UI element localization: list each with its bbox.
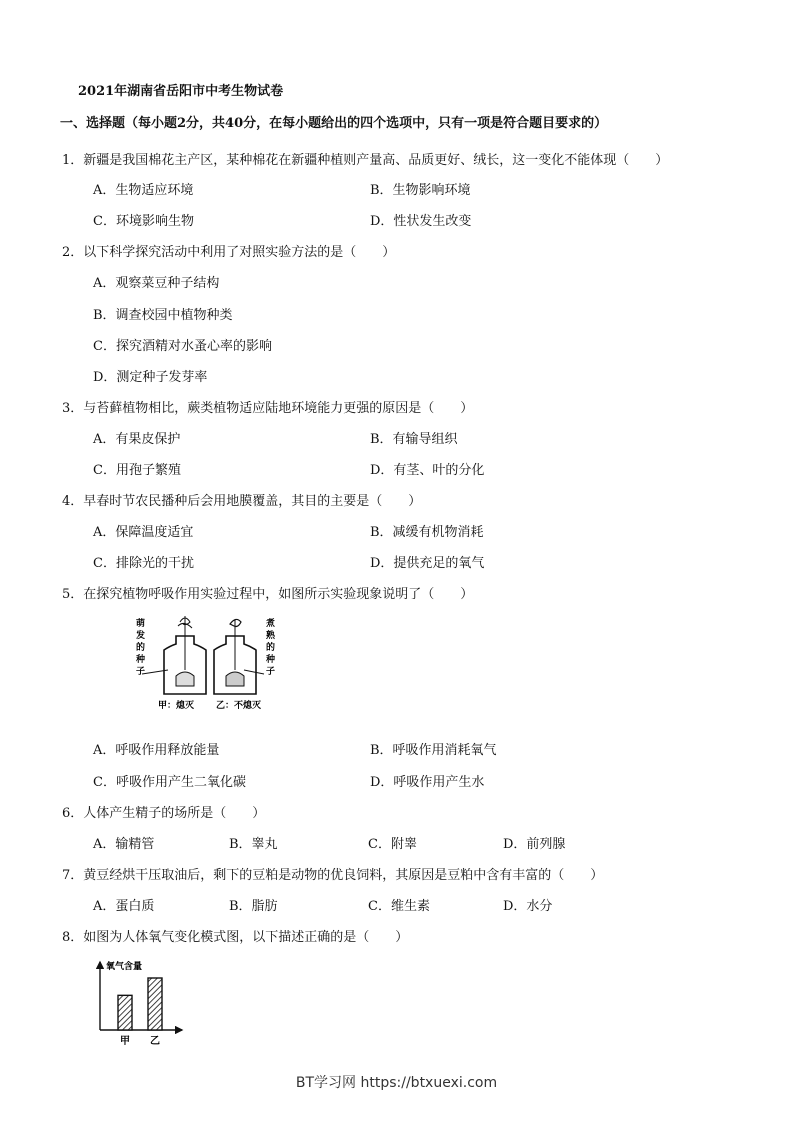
question-2-option-d[interactable]: D．测定种子发芽率 [93,370,208,385]
question-5-stem: 5．在探究植物呼吸作用实验过程中，如图所示实验现象说明了（ ） [62,587,474,602]
question-6-option-a[interactable]: A．输精管 [93,837,155,852]
question-4-stem: 4．早春时节农民播种后会用地膜覆盖，其目的主要是（ ） [62,494,422,509]
respiration-experiment-figure [128,612,280,712]
question-5-option-b[interactable]: B．呼吸作用消耗氧气 [370,743,497,758]
question-6-option-d[interactable]: D．前列腺 [503,837,566,852]
question-1-option-b[interactable]: B．生物影响环境 [370,183,471,198]
question-3-stem: 3．与苔藓植物相比，蕨类植物适应陆地环境能力更强的原因是（ ） [62,401,474,416]
question-5-option-d[interactable]: D．呼吸作用产生水 [370,775,485,790]
question-7-option-b[interactable]: B．脂肪 [229,899,278,914]
oxygen-content-chart [92,958,188,1046]
jar-yi [214,619,256,694]
question-1-option-c[interactable]: C．环境影响生物 [93,214,194,229]
section-heading: 一、选择题（每小题2分，共40分，在每小题给出的四个选项中，只有一项是符合题目要求的） [60,116,608,131]
caption-jia: 甲：熄灭 [158,701,195,711]
question-2-option-a[interactable]: A．观察菜豆种子结构 [93,276,220,291]
left-label-char: 子 [136,667,146,677]
question-7-option-d[interactable]: D．水分 [503,899,553,914]
question-1-option-d[interactable]: D．性状发生改变 [370,214,472,229]
left-label-char: 发 [136,631,146,641]
left-label-char: 种 [136,655,146,665]
bars-group [118,978,162,1046]
question-1-stem: 1．新疆是我国棉花主产区，某种棉花在新疆种植则产量高、品质更好、绒长，这一变化不能体现（ ） [62,153,669,168]
question-3-option-a[interactable]: A．有果皮保护 [93,432,181,447]
right-vertical-label [265,617,278,677]
right-label-char: 子 [266,667,276,677]
question-7-stem: 7．黄豆经烘干压取油后，剩下的豆粕是动物的优良饲料，其原因是豆粕中含有丰富的（ ） [62,868,604,883]
question-7-option-c[interactable]: C．维生素 [368,899,430,914]
bar-yi [148,978,162,1030]
question-2-stem: 2．以下科学探究活动中利用了对照实验方法的是（ ） [62,245,396,260]
left-vertical-label [135,617,148,677]
right-label-char: 种 [266,655,276,665]
right-label-char: 熟 [266,631,276,641]
question-6-option-b[interactable]: B．睾丸 [229,837,278,852]
question-8-stem: 8．如图为人体氧气变化模式图，以下描述正确的是（ ） [62,930,409,945]
question-1-option-a[interactable]: A．生物适应环境 [93,183,194,198]
question-3-option-c[interactable]: C．用孢子繁殖 [93,463,181,478]
question-4-option-a[interactable]: A．保障温度适宜 [93,525,194,540]
y-axis-label: 氧气含量 [106,962,143,972]
question-5-option-a[interactable]: A．呼吸作用释放能量 [93,743,220,758]
category-label-yi: 乙 [150,1036,160,1046]
question-2-option-b[interactable]: B．调查校园中植物种类 [93,308,233,323]
question-3-option-b[interactable]: B．有输导组织 [370,432,458,447]
category-label-jia: 甲 [120,1036,130,1046]
question-5-option-c[interactable]: C．呼吸作用产生二氧化碳 [93,775,246,790]
question-2-option-c[interactable]: C．探究酒精对水蚤心率的影响 [93,339,272,354]
question-4-option-d[interactable]: D．提供充足的氧气 [370,556,485,571]
bar-jia [118,995,132,1030]
jar-jia [164,616,206,694]
question-4-option-c[interactable]: C．排除光的干扰 [93,556,194,571]
right-pointer-line [244,670,264,674]
page-footer: BT学习网 https://btxuexi.com [295,1075,498,1091]
left-label-char: 的 [136,643,146,653]
left-label-char: 萌 [136,619,146,629]
question-7-option-a[interactable]: A．蛋白质 [93,899,155,914]
caption-yi: 乙：不熄灭 [216,701,262,711]
exam-title: 2021年湖南省岳阳市中考生物试卷 [78,84,284,99]
question-4-option-b[interactable]: B．减缓有机物消耗 [370,525,484,540]
right-label-char: 煮 [266,619,276,629]
question-3-option-d[interactable]: D．有茎、叶的分化 [370,463,485,478]
right-label-char: 的 [266,643,276,653]
question-6-option-c[interactable]: C．附睾 [368,837,417,852]
question-6-stem: 6．人体产生精子的场所是（ ） [62,806,266,821]
